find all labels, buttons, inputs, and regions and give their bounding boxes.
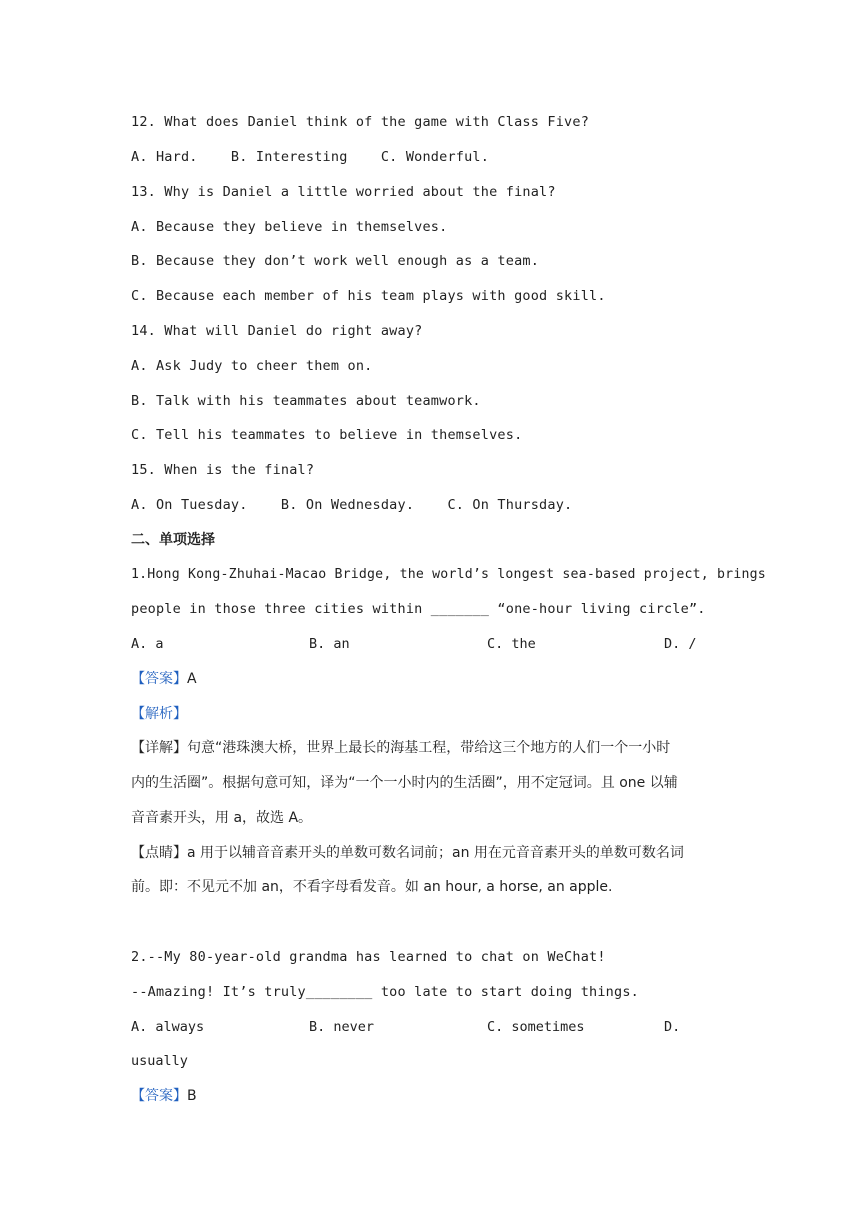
- question-13: 13. Why is Daniel a little worried about the final?: [131, 184, 556, 200]
- sq1-option-d: D. /: [664, 636, 697, 652]
- sq2-option-c: C. sometimes: [487, 1019, 585, 1035]
- sq1-option-c: C. the: [487, 636, 536, 652]
- question-12-options: A. Hard. B. Interesting C. Wonderful.: [131, 149, 490, 165]
- tip-text-1: a 用于以辅音音素开头的单数可数名词前；an 用在元音音素开头的单数可数名词: [187, 845, 684, 861]
- sq1-tip-2: 前。即：不见元不加 an，不看字母看发音。如 an hour, a horse, an apple.: [131, 879, 613, 895]
- question-14-option-c: C. Tell his teammates to believe in themselves.: [131, 427, 523, 443]
- detail-tag: 【详解】: [131, 740, 187, 756]
- sq1-detail-1: [131, 738, 670, 758]
- sq2-option-d-text: usually: [131, 1053, 188, 1069]
- sq1-detail-3: 音音素开头，用 a，故选 A。: [131, 810, 313, 826]
- question-15: 15. When is the final?: [131, 462, 315, 478]
- sq1-tip-1: [131, 843, 684, 863]
- sq1-line-2: people in those three cities within _______ “one-hour living circle”.: [131, 601, 706, 617]
- answer-tag: 【答案】: [131, 1088, 187, 1104]
- question-14: 14. What will Daniel do right away?: [131, 323, 423, 339]
- answer-value: A: [187, 671, 197, 687]
- question-14-option-a: A. Ask Judy to cheer them on.: [131, 358, 373, 374]
- question-14-option-b: B. Talk with his teammates about teamwork.: [131, 393, 481, 409]
- sq1-option-a: A. a: [131, 636, 164, 652]
- sq2-answer: [131, 1086, 197, 1106]
- detail-text-1: 句意“港珠澳大桥，世界上最长的海基工程，带给这三个地方的人们一个一小时: [187, 740, 671, 756]
- question-13-option-a: A. Because they believe in themselves.: [131, 219, 448, 235]
- answer-tag: 【答案】: [131, 671, 187, 687]
- sq1-detail-2: 内的生活圈”。根据句意可知，译为“一个一小时内的生活圈”，用不定冠词。且 one 以辅: [131, 775, 678, 791]
- section-title: 二、单项选择: [131, 532, 215, 548]
- answer-value: B: [187, 1088, 197, 1104]
- sq2-option-a: A. always: [131, 1019, 205, 1035]
- sq2-line-1: 2.--My 80-year-old grandma has learned to chat on WeChat!: [131, 949, 606, 965]
- sq1-option-b: B. an: [309, 636, 350, 652]
- question-15-options: A. On Tuesday. B. On Wednesday. C. On Thursday.: [131, 497, 573, 513]
- sq1-line-1: 1.Hong Kong-Zhuhai-Macao Bridge, the world’s longest sea-based project, brings: [131, 567, 766, 582]
- sq2-option-d: D.: [664, 1019, 681, 1035]
- question-13-option-c: C. Because each member of his team plays with good skill.: [131, 288, 606, 304]
- analysis-tag: 【解析】: [131, 706, 187, 722]
- question-12: 12. What does Daniel think of the game with Class Five?: [131, 114, 590, 130]
- sq1-answer: [131, 669, 197, 689]
- question-13-option-b: B. Because they don’t work well enough as a team.: [131, 253, 540, 269]
- sq2-option-b: B. never: [309, 1019, 375, 1035]
- sq1-analysis: [131, 704, 187, 724]
- tip-tag: 【点睛】: [131, 845, 187, 861]
- sq2-line-2: --Amazing! It’s truly________ too late to start doing things.: [131, 984, 639, 1000]
